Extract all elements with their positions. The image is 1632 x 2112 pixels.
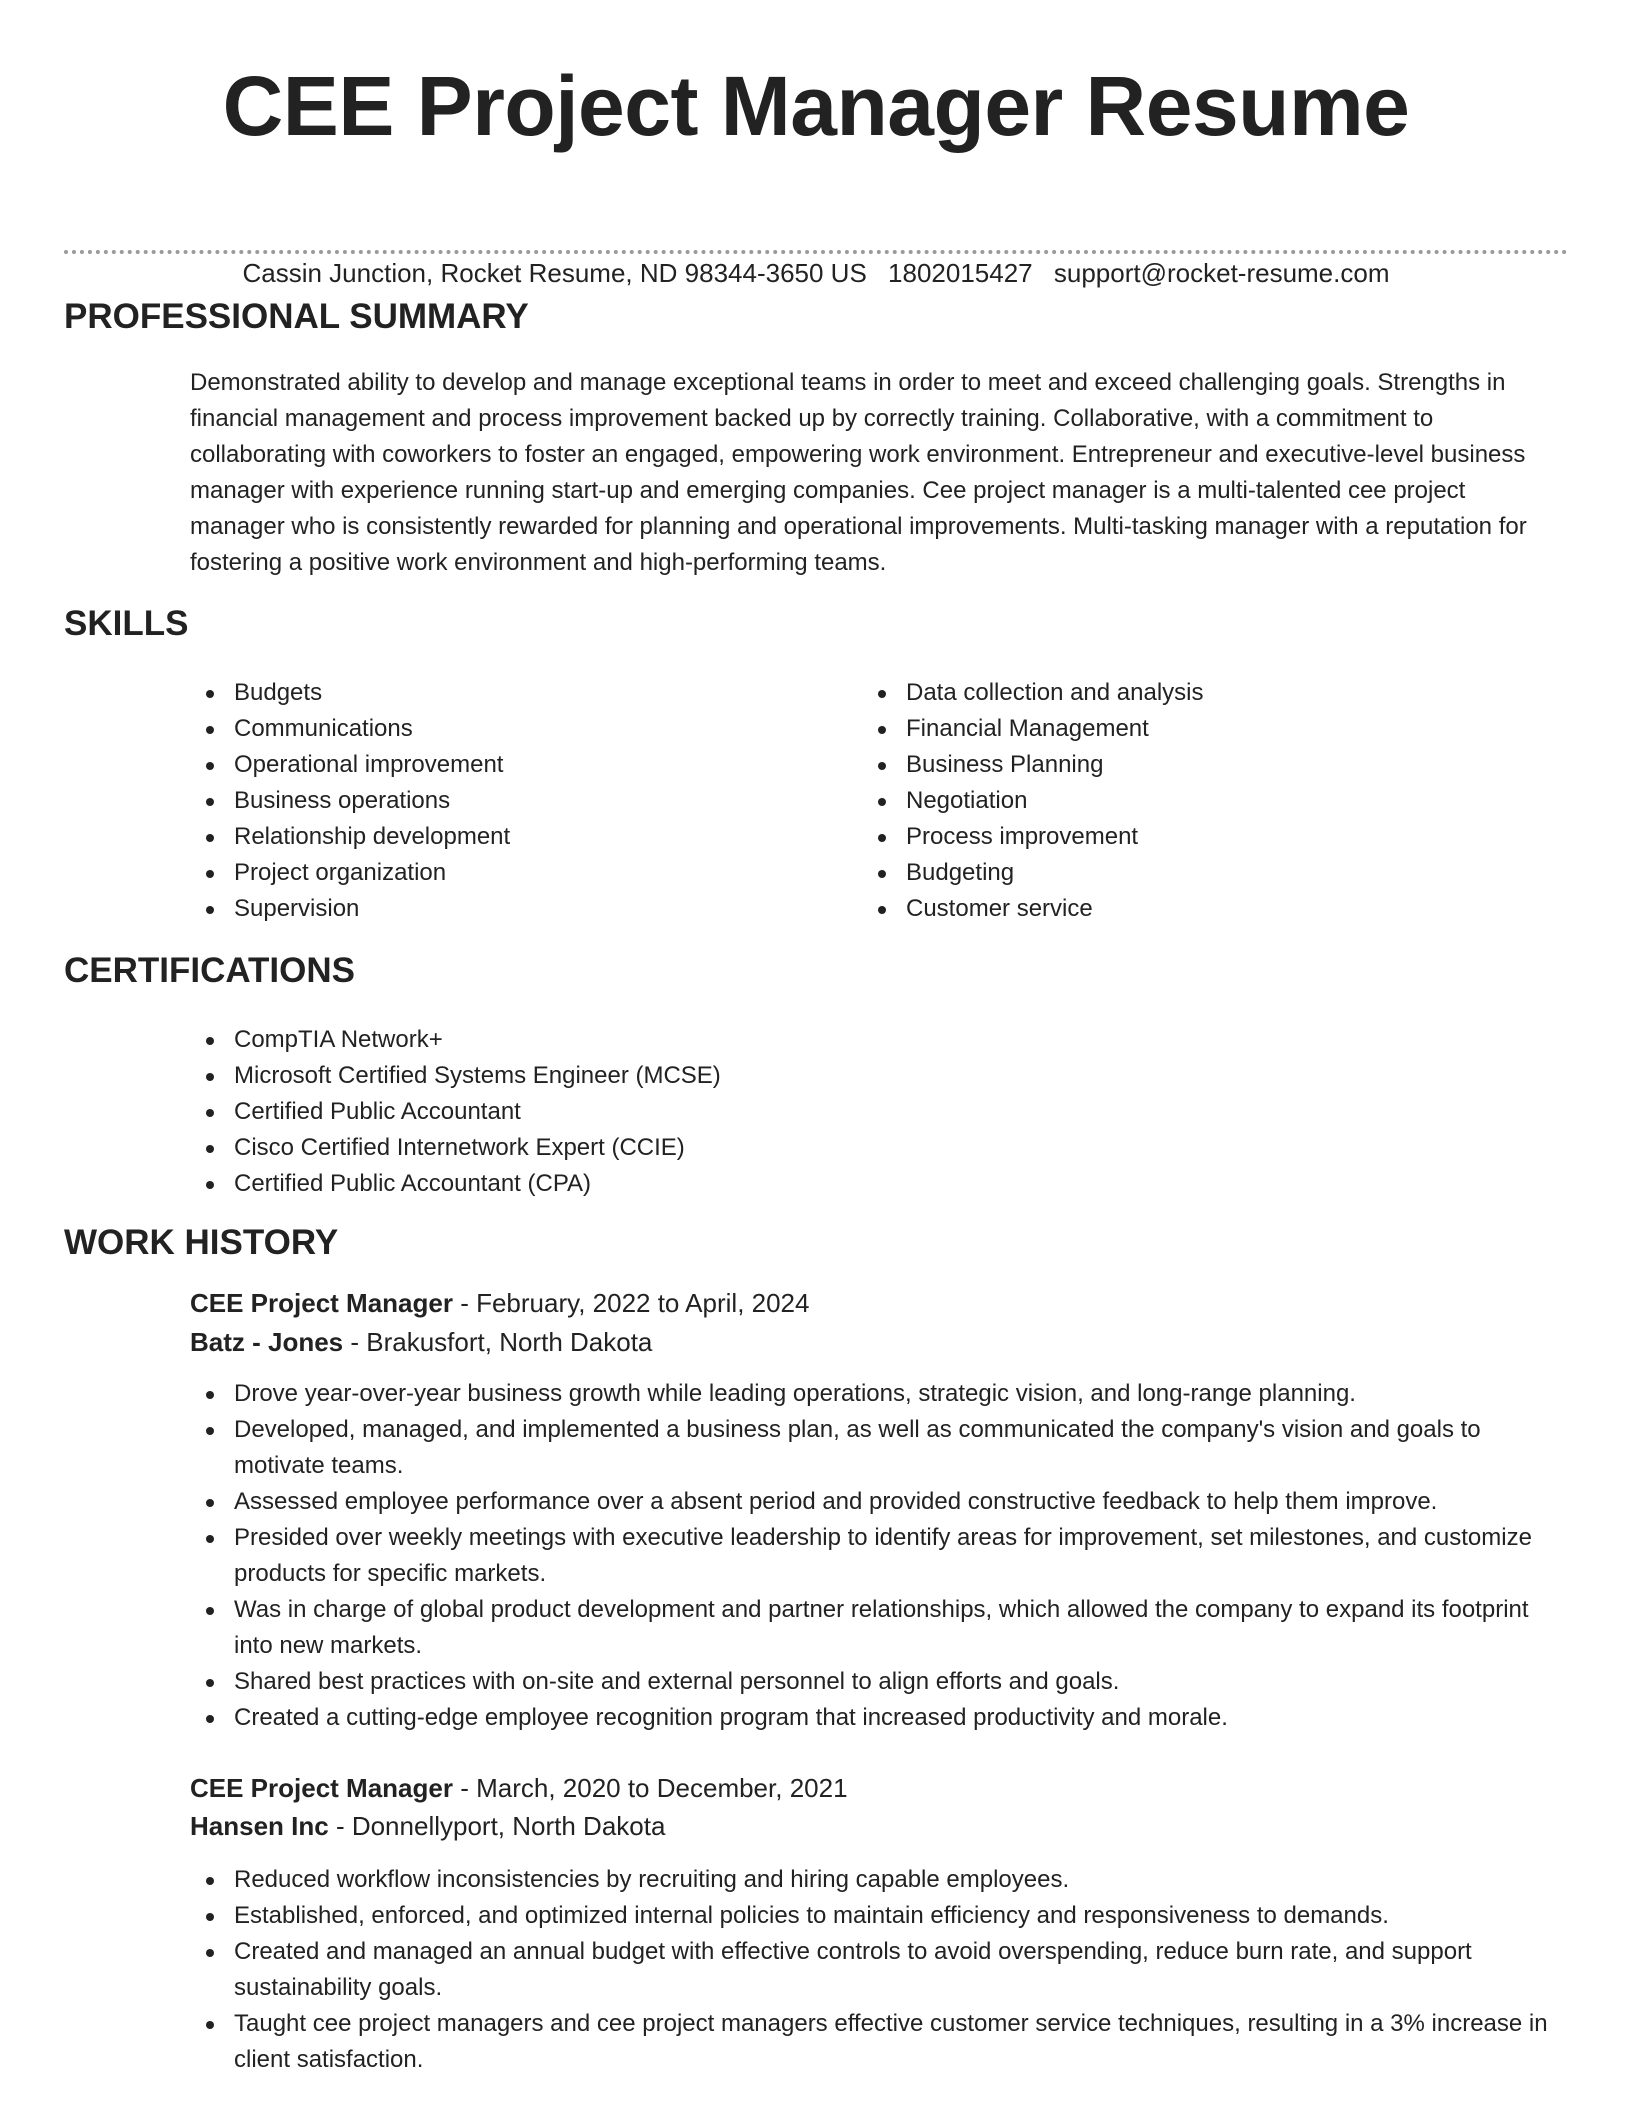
job-bullet: Drove year-over-year business growth while leading operations, strategic vision, and long-range planning. (190, 1376, 1568, 1412)
skill-item: Process improvement (862, 819, 1204, 855)
section-title-summary: PROFESSIONAL SUMMARY (64, 297, 529, 336)
header-divider (64, 250, 1568, 254)
job-location: - Brakusfort, North Dakota (343, 1327, 653, 1357)
skills-list-left (190, 675, 510, 927)
section-title-skills: SKILLS (64, 604, 189, 643)
section-title-certifications: CERTIFICATIONS (64, 951, 356, 990)
certification-item: Cisco Certified Internetwork Expert (CCIE) (190, 1130, 721, 1166)
resume-title: CEE Project Manager Resume (222, 59, 1410, 153)
skill-item: Communications (190, 711, 510, 747)
skill-item: Supervision (190, 891, 510, 927)
job-dates: - March, 2020 to December, 2021 (452, 1773, 848, 1803)
contact-address: Cassin Junction, Rocket Resume, ND 98344-3650 US (242, 258, 867, 288)
skills-list-right (862, 675, 1204, 927)
certifications-list (190, 1022, 721, 1202)
contact-line (0, 257, 1632, 289)
job-bullet: Created and managed an annual budget with effective controls to avoid overspending, reduce burn rate, and support sustainability goals. (190, 1934, 1568, 2006)
skill-item: Relationship development (190, 819, 510, 855)
contact-phone: 1802015427 (888, 258, 1033, 288)
skill-item: Negotiation (862, 783, 1204, 819)
certification-item: Certified Public Accountant (190, 1094, 721, 1130)
skill-item: Budgeting (862, 855, 1204, 891)
skill-item: Financial Management (862, 711, 1204, 747)
summary-text: Demonstrated ability to develop and manage exceptional teams in order to meet and exceed challenging goals. Strengths in financial management and process improvement backed up by correctly training. Collaborative, with a commitment to collaborating with coworkers to foster an engaged, empowering work environment. Entrepreneur and executive-level business manager with experience running start-up and emerging companies. Cee project manager is a multi-talented cee project manager who is consistently rewarded for planning and operational improvements. Multi-tasking manager with a reputation for fostering a positive work environment and high-performing teams. (190, 369, 1527, 576)
job-location: - Donnellyport, North Dakota (328, 1811, 666, 1841)
job-bullet: Established, enforced, and optimized internal policies to maintain efficiency and responsiveness to demands. (190, 1898, 1568, 1934)
certification-item: CompTIA Network+ (190, 1022, 721, 1058)
job-bullets (190, 1376, 1568, 1736)
skill-item: Data collection and analysis (862, 675, 1204, 711)
job-bullet: Presided over weekly meetings with executive leadership to identify areas for improvement, set milestones, and customize products for specific markets. (190, 1520, 1568, 1592)
job-bullet: Created a cutting-edge employee recognition program that increased productivity and morale. (190, 1700, 1568, 1736)
skill-item: Business operations (190, 783, 510, 819)
job-bullet: Developed, managed, and implemented a business plan, as well as communicated the company's vision and goals to motivate teams. (190, 1412, 1568, 1484)
job-bullet: Assessed employee performance over a absent period and provided constructive feedback to help them improve. (190, 1484, 1568, 1520)
job-company-line (190, 1806, 665, 1846)
job-company-line (190, 1322, 652, 1362)
contact-email: support@rocket-resume.com (1053, 258, 1390, 288)
skill-item: Project organization (190, 855, 510, 891)
job-bullet: Reduced workflow inconsistencies by recruiting and hiring capable employees. (190, 1862, 1568, 1898)
job-title: CEE Project Manager (190, 1288, 453, 1318)
skill-item: Budgets (190, 675, 510, 711)
section-title-work-history: WORK HISTORY (64, 1223, 339, 1262)
certification-item: Certified Public Accountant (CPA) (190, 1166, 721, 1202)
job-company: Batz - Jones (190, 1327, 344, 1357)
skill-item: Business Planning (862, 747, 1204, 783)
job-bullet: Shared best practices with on-site and external personnel to align efforts and goals. (190, 1664, 1568, 1700)
job-title: CEE Project Manager (190, 1773, 453, 1803)
job-bullets (190, 1862, 1568, 2078)
job-dates: - February, 2022 to April, 2024 (452, 1288, 810, 1318)
skill-item: Customer service (862, 891, 1204, 927)
job-bullet: Was in charge of global product development and partner relationships, which allowed the company to expand its footprint into new markets. (190, 1592, 1568, 1664)
skill-item: Operational improvement (190, 747, 510, 783)
job-bullet: Taught cee project managers and cee project managers effective customer service techniques, resulting in a 3% increase in client satisfaction. (190, 2006, 1568, 2078)
job-title-line (190, 1283, 809, 1323)
job-title-line (190, 1768, 848, 1808)
certification-item: Microsoft Certified Systems Engineer (MCSE) (190, 1058, 721, 1094)
job-company: Hansen Inc (190, 1811, 329, 1841)
